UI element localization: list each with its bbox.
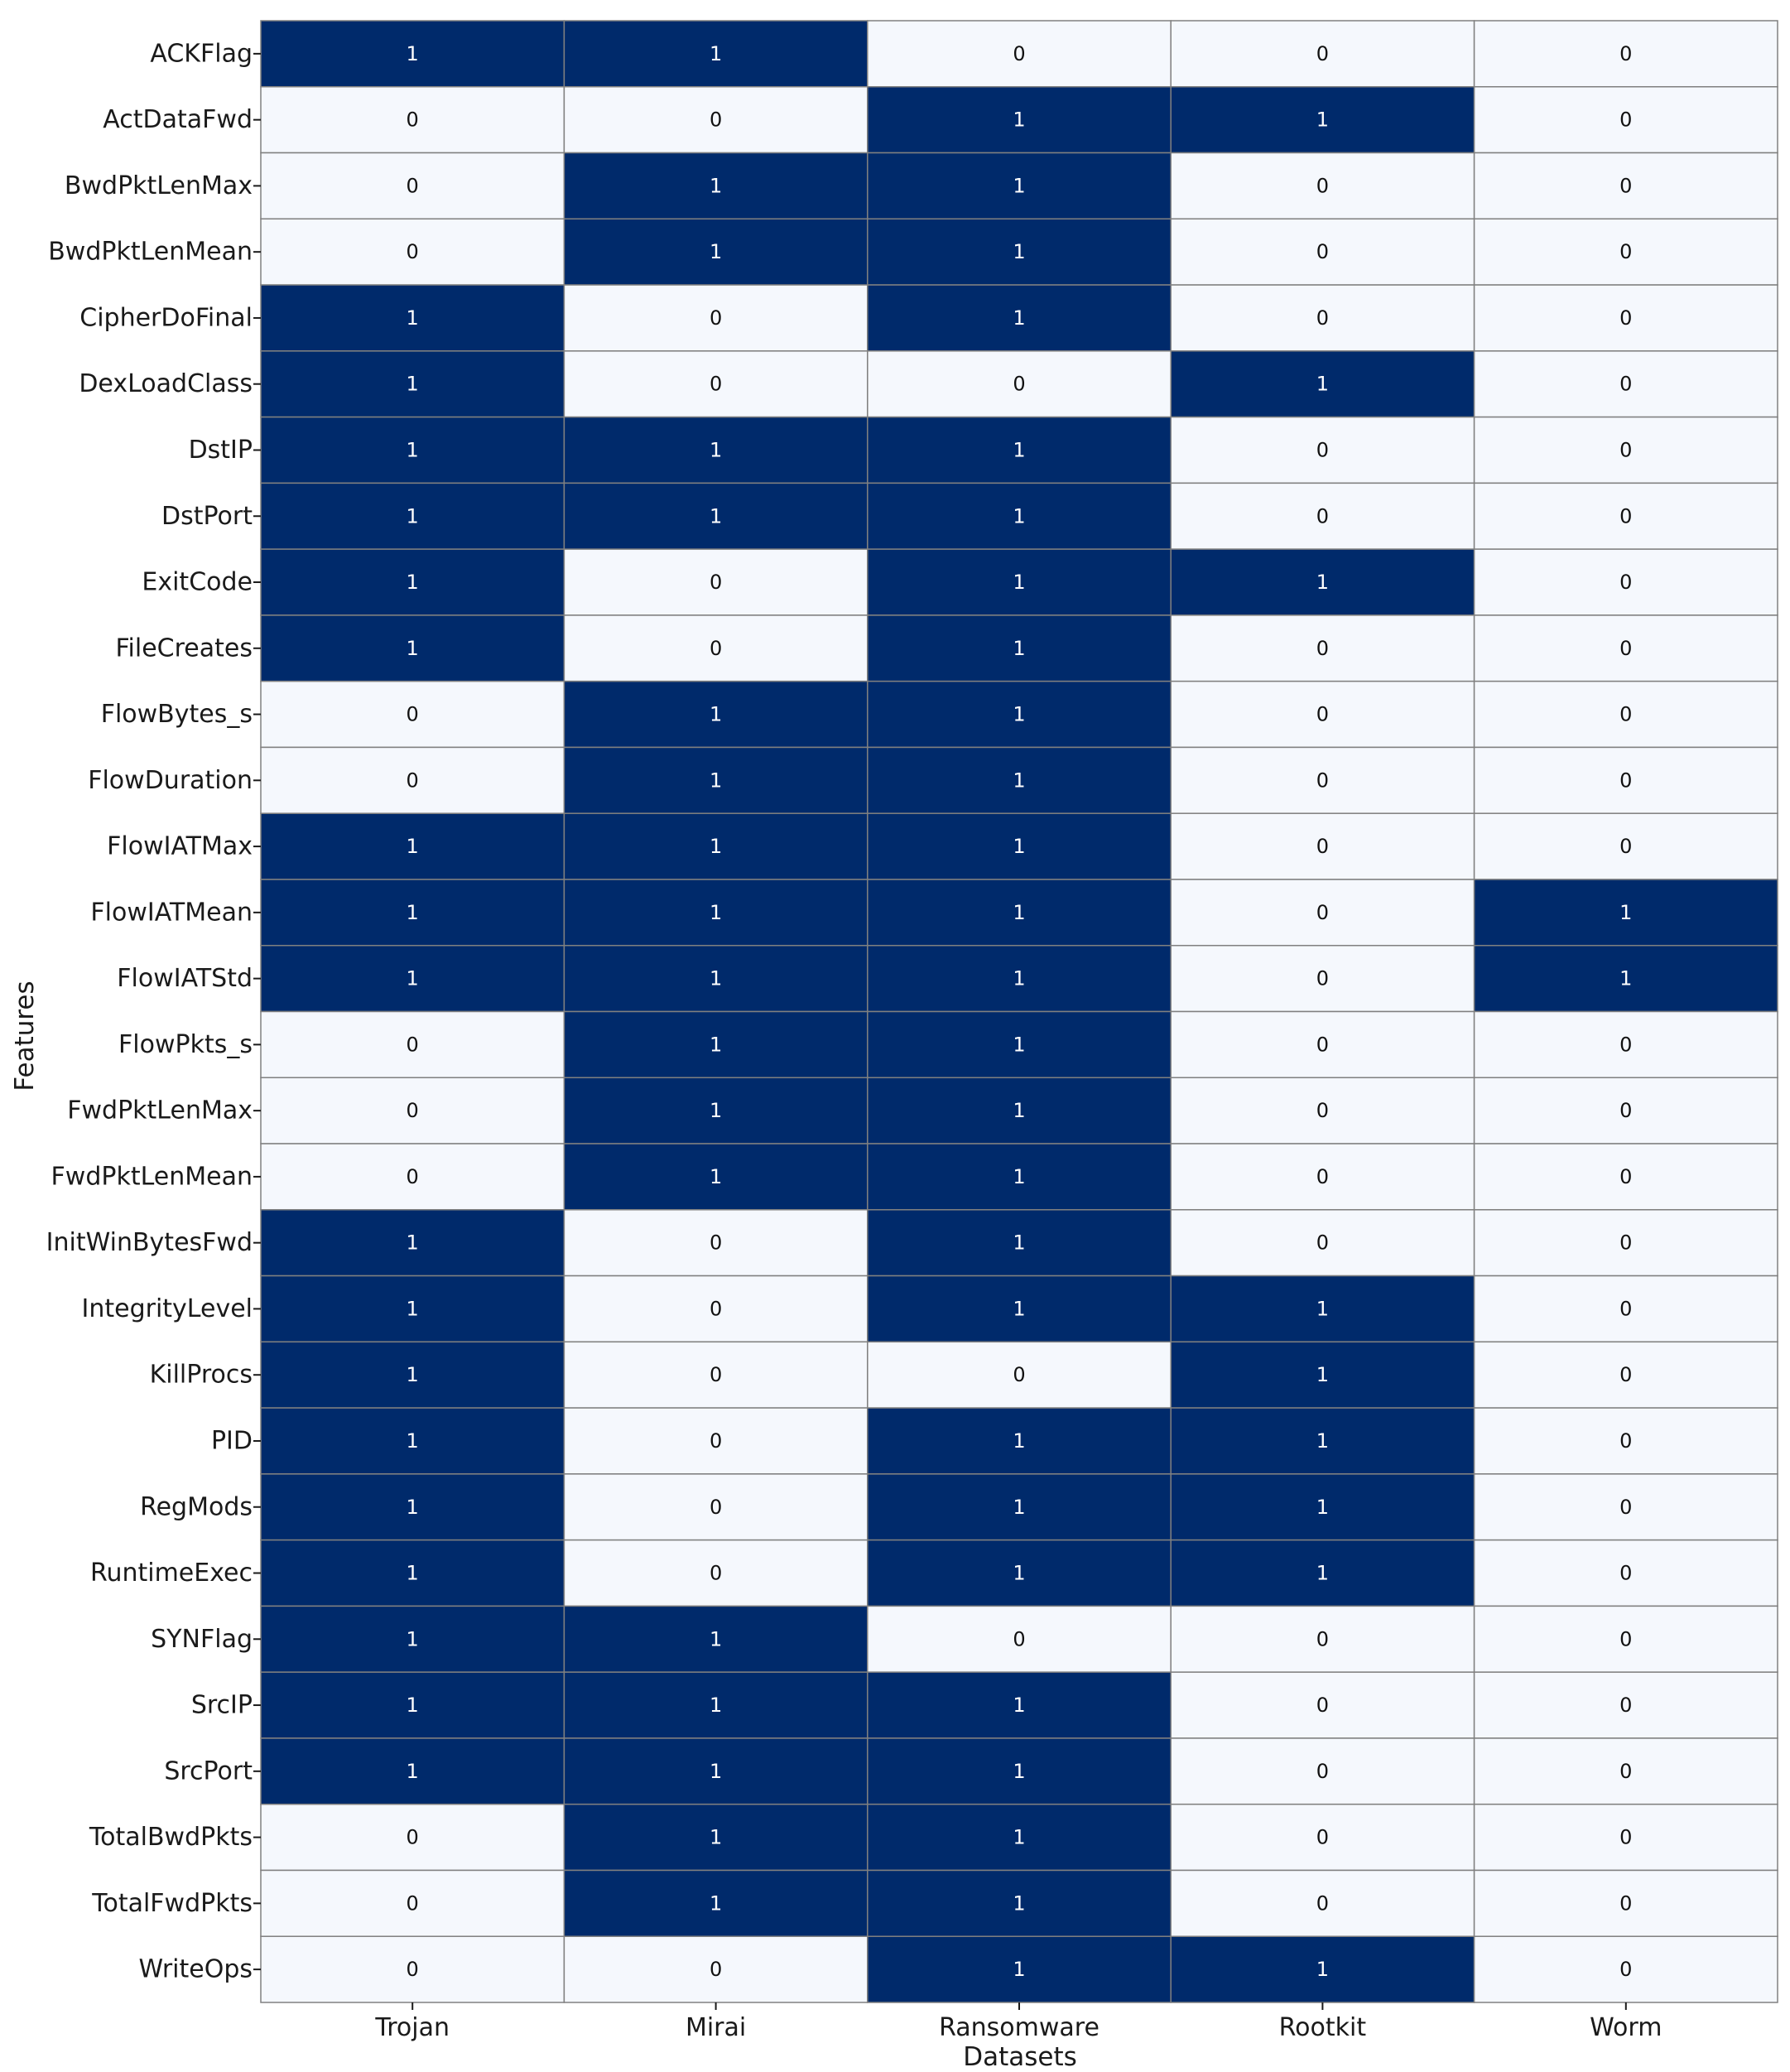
cell-value: 0 [1619, 1164, 1633, 1188]
cell-value: 0 [1619, 636, 1633, 660]
cell-value: 1 [709, 504, 723, 528]
cell-value: 0 [709, 108, 723, 132]
cell-value: 1 [709, 240, 723, 264]
cell-value: 0 [1316, 1033, 1330, 1057]
cell-value: 1 [406, 1694, 419, 1718]
cell-value: 1 [1013, 571, 1026, 595]
cell-value: 1 [709, 1627, 723, 1651]
cell-value: 0 [1316, 41, 1330, 65]
cell-value: 1 [406, 900, 419, 924]
cell-value: 0 [1619, 1759, 1633, 1783]
feature-label: FlowPkts_s [118, 1029, 253, 1059]
cell-value: 0 [406, 1825, 419, 1849]
cell-value: 0 [709, 1958, 723, 1982]
cell-value: 1 [709, 1759, 723, 1783]
cell-value: 1 [1316, 571, 1330, 595]
cell-value: 0 [709, 306, 723, 330]
feature-label: InitWinBytesFwd [46, 1228, 253, 1258]
cell-value: 1 [709, 174, 723, 198]
cell-value: 1 [1013, 1958, 1026, 1982]
cell-value: 1 [1316, 1958, 1330, 1982]
cell-value: 0 [1013, 1363, 1026, 1387]
y-axis-title: Features [10, 981, 40, 1091]
cell-value: 1 [709, 769, 723, 793]
cell-value: 0 [1619, 240, 1633, 264]
dataset-label: Mirai [685, 2013, 747, 2042]
cell-value: 1 [709, 900, 723, 924]
cell-value: 0 [1619, 1099, 1633, 1123]
feature-label: FwdPktLenMean [51, 1162, 253, 1192]
cell-value: 0 [1013, 372, 1026, 396]
cell-value: 1 [709, 1033, 723, 1057]
cell-value: 1 [709, 438, 723, 462]
cell-value: 1 [1013, 835, 1026, 859]
cell-value: 0 [1619, 1958, 1633, 1982]
cell-value: 1 [406, 835, 419, 859]
feature-label: FlowIATMax [107, 831, 253, 861]
cell-value: 1 [709, 1825, 723, 1849]
cell-value: 0 [709, 1363, 723, 1387]
dataset-label: Worm [1590, 2013, 1662, 2042]
cell-value: 0 [709, 372, 723, 396]
cell-value: 1 [1316, 1429, 1330, 1453]
cell-value: 1 [1316, 1297, 1330, 1321]
cell-value: 0 [406, 1958, 419, 1982]
cell-value: 1 [406, 1231, 419, 1255]
feature-label: FlowIATStd [117, 964, 253, 994]
cell-value: 0 [1316, 1627, 1330, 1651]
cell-value: 0 [406, 1099, 419, 1123]
dataset-label: Rootkit [1278, 2013, 1367, 2042]
cell-value: 0 [1619, 835, 1633, 859]
feature-label: RuntimeExec [89, 1559, 253, 1588]
cell-value: 0 [1316, 1825, 1330, 1849]
cell-value: 0 [1619, 1297, 1633, 1321]
cell-value: 1 [709, 1164, 723, 1188]
cell-value: 1 [406, 306, 419, 330]
cell-value: 1 [406, 1495, 419, 1519]
cell-value: 0 [1619, 108, 1633, 132]
cell-value: 1 [1013, 438, 1026, 462]
cell-value: 1 [1013, 1694, 1026, 1718]
cell-value: 1 [1013, 1099, 1026, 1123]
cell-value: 1 [1013, 1495, 1026, 1519]
cell-value: 0 [406, 1891, 419, 1915]
feature-label: DstIP [188, 435, 253, 465]
cell-value: 0 [709, 571, 723, 595]
cell-value: 0 [1619, 1561, 1633, 1585]
cell-value: 0 [1316, 306, 1330, 330]
cell-value: 0 [1316, 966, 1330, 990]
cell-value: 1 [406, 1561, 419, 1585]
cell-value: 1 [406, 41, 419, 65]
cell-value: 1 [1013, 900, 1026, 924]
cell-value: 0 [709, 1231, 723, 1255]
dataset-label: Trojan [375, 2013, 450, 2042]
cell-value: 1 [709, 1891, 723, 1915]
cell-value: 0 [1619, 372, 1633, 396]
feature-label: SYNFlag [151, 1624, 253, 1654]
cell-value: 1 [1013, 1825, 1026, 1849]
cell-value: 0 [1316, 1891, 1330, 1915]
feature-label: FlowIATMean [90, 898, 253, 928]
cell-value: 1 [1013, 1231, 1026, 1255]
cell-value: 0 [709, 1429, 723, 1453]
cell-value: 0 [709, 1495, 723, 1519]
feature-label: ACKFlag [150, 39, 253, 69]
feature-label: RegMods [140, 1492, 253, 1522]
cell-value: 1 [1316, 1363, 1330, 1387]
cell-value: 0 [1619, 438, 1633, 462]
cell-value: 0 [1316, 1164, 1330, 1188]
feature-label: TotalFwdPkts [92, 1888, 253, 1918]
cell-value: 1 [406, 1627, 419, 1651]
cell-value: 1 [406, 636, 419, 660]
cell-value: 0 [1316, 174, 1330, 198]
cell-value: 1 [406, 1759, 419, 1783]
cell-value: 0 [709, 1297, 723, 1321]
cell-value: 1 [709, 1099, 723, 1123]
feature-label: IntegrityLevel [81, 1294, 253, 1323]
cell-value: 0 [1619, 174, 1633, 198]
dataset-tick-labels [374, 2002, 1662, 2042]
cell-value: 1 [1013, 108, 1026, 132]
cell-value: 0 [1619, 1825, 1633, 1849]
cell-value: 0 [1619, 1231, 1633, 1255]
cell-value: 1 [1013, 1164, 1026, 1188]
cell-value: 0 [1316, 504, 1330, 528]
feature-label: BwdPktLenMean [48, 237, 253, 267]
cell-value: 0 [1316, 438, 1330, 462]
cell-value: 0 [406, 240, 419, 264]
cell-value: 0 [406, 769, 419, 793]
cell-value: 1 [1013, 1429, 1026, 1453]
cell-value: 1 [406, 1363, 419, 1387]
cell-value: 0 [1013, 1627, 1026, 1651]
cell-value: 0 [709, 1561, 723, 1585]
cell-value: 0 [1619, 571, 1633, 595]
feature-label: PID [210, 1426, 253, 1456]
cell-value: 0 [709, 636, 723, 660]
cell-value: 0 [1316, 240, 1330, 264]
x-axis-title: Datasets [963, 2042, 1077, 2072]
cell-value: 1 [1013, 636, 1026, 660]
cell-value: 1 [406, 966, 419, 990]
cell-value: 0 [406, 108, 419, 132]
cell-value: 0 [406, 174, 419, 198]
cell-value: 1 [1013, 966, 1026, 990]
cell-value: 1 [406, 438, 419, 462]
feature-label: TotalBwdPkts [89, 1823, 253, 1853]
cell-value: 1 [1316, 108, 1330, 132]
cell-value: 1 [1316, 1561, 1330, 1585]
feature-label: ActDataFwd [103, 105, 253, 135]
cell-value: 1 [1619, 966, 1633, 990]
cell-value: 0 [1619, 1627, 1633, 1651]
cell-value: 1 [1013, 306, 1026, 330]
cell-value: 0 [1619, 1495, 1633, 1519]
cell-value: 0 [1619, 41, 1633, 65]
cell-value: 0 [1619, 1363, 1633, 1387]
feature-label: SrcPort [164, 1756, 253, 1786]
cell-value: 0 [1316, 900, 1330, 924]
cell-value: 1 [406, 571, 419, 595]
cell-value: 0 [1013, 41, 1026, 65]
cell-value: 1 [709, 702, 723, 726]
cell-value: 1 [406, 504, 419, 528]
cell-value: 0 [1619, 702, 1633, 726]
cell-value: 0 [1619, 1033, 1633, 1057]
cell-value: 0 [1619, 306, 1633, 330]
cell-value: 1 [709, 1694, 723, 1718]
cell-value: 1 [1013, 769, 1026, 793]
cell-value: 0 [1316, 702, 1330, 726]
cell-value: 0 [406, 1033, 419, 1057]
cell-value: 1 [709, 835, 723, 859]
cell-value: 0 [1619, 769, 1633, 793]
cell-value: 1 [1013, 1759, 1026, 1783]
cell-value: 0 [1316, 636, 1330, 660]
cell-value: 0 [406, 1164, 419, 1188]
cell-value: 0 [1316, 835, 1330, 859]
cell-value: 1 [1316, 1495, 1330, 1519]
feature-label: DstPort [161, 501, 253, 531]
cell-value: 0 [1619, 1891, 1633, 1915]
cell-value: 1 [1013, 240, 1026, 264]
cell-value: 0 [1316, 1759, 1330, 1783]
feature-label: BwdPktLenMax [64, 171, 253, 200]
cell-value: 1 [1013, 1561, 1026, 1585]
cell-value: 0 [1619, 1694, 1633, 1718]
cell-value: 0 [1316, 769, 1330, 793]
feature-label: WriteOps [138, 1954, 253, 1984]
cell-value: 1 [406, 1429, 419, 1453]
feature-label: CipherDoFinal [79, 303, 253, 333]
cell-value: 1 [709, 966, 723, 990]
cell-value: 1 [1013, 702, 1026, 726]
feature-label: FlowDuration [88, 765, 253, 795]
cell-value: 0 [1619, 1429, 1633, 1453]
cell-value: 1 [1013, 1891, 1026, 1915]
feature-label: FlowBytes_s [100, 700, 253, 730]
feature-tick-labels [46, 39, 261, 1983]
feature-label: FileCreates [115, 634, 253, 663]
feature-label: ExitCode [142, 567, 253, 597]
cell-value: 1 [1013, 504, 1026, 528]
feature-label: SrcIP [190, 1690, 253, 1720]
cell-value: 0 [1316, 1231, 1330, 1255]
cell-value: 1 [1619, 900, 1633, 924]
cell-value: 1 [1316, 372, 1330, 396]
feature-label: DexLoadClass [79, 369, 253, 399]
cell-value: 1 [406, 1297, 419, 1321]
cell-value: 1 [1013, 1297, 1026, 1321]
cell-value: 1 [1013, 174, 1026, 198]
feature-label: FwdPktLenMax [67, 1096, 253, 1125]
cell-value: 0 [406, 702, 419, 726]
cell-value: 0 [1316, 1099, 1330, 1123]
cell-value: 0 [1316, 1694, 1330, 1718]
cell-value: 0 [1619, 504, 1633, 528]
cell-value: 1 [709, 41, 723, 65]
dataset-label: Ransomware [939, 2013, 1100, 2042]
cell-value: 1 [406, 372, 419, 396]
cell-value: 1 [1013, 1033, 1026, 1057]
feature-label: KillProcs [149, 1360, 253, 1390]
